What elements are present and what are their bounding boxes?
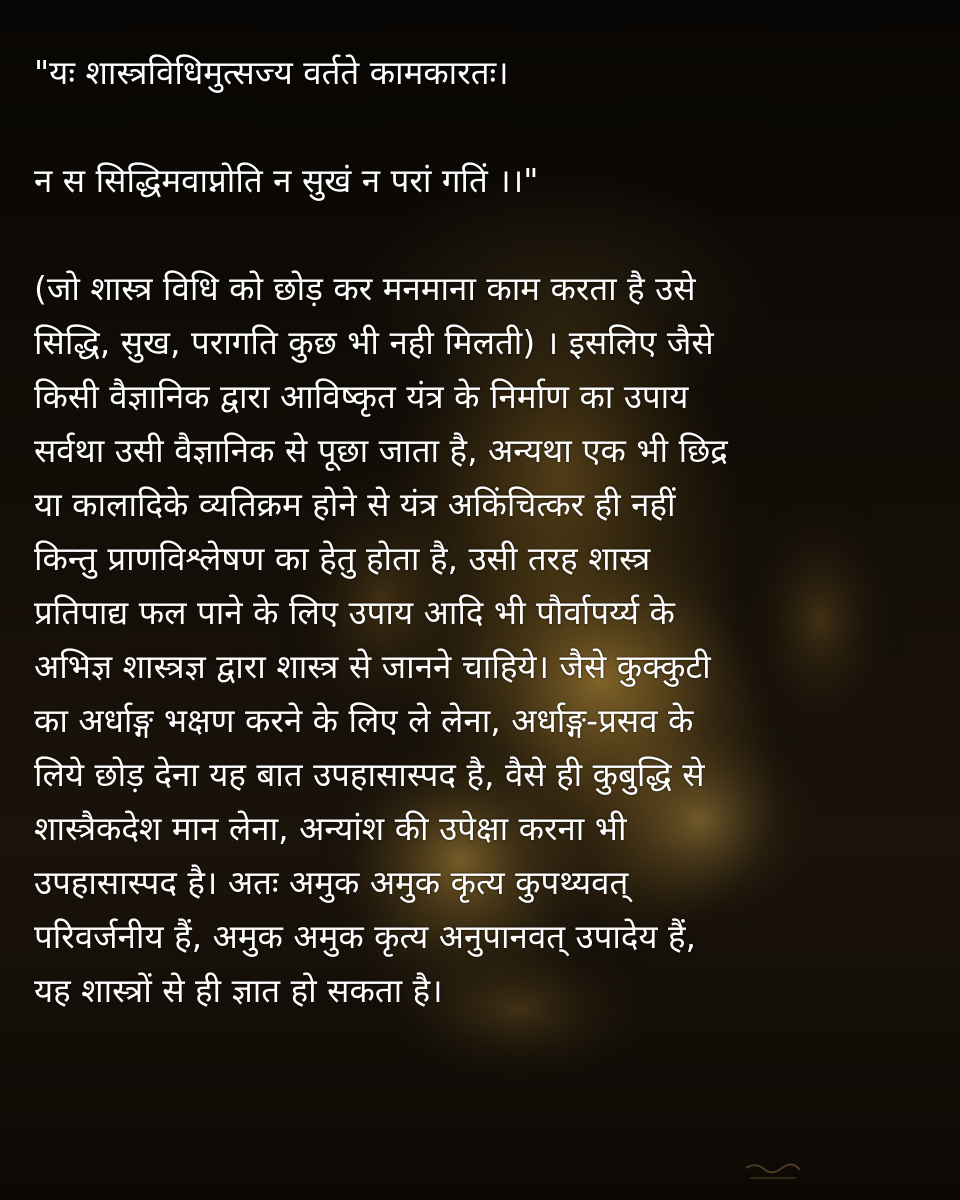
body-line: अभिज्ञ शास्त्रज्ञ द्वारा शास्त्र से जानने चाहिये। जैसे कुक्कुटी [34, 647, 711, 686]
body-line: सिद्धि, सुख, परागति कुछ भी नही मिलती) । इसलिए जैसे [34, 323, 714, 362]
body-line: परिवर्जनीय हैं, अमुक अमुक कृत्य अनुपानवत् उपादेय हैं, [34, 917, 697, 956]
verse-line-1: "यः शास्त्रविधिमुत्सज्य वर्तते कामकारतः। [34, 53, 509, 92]
body-line: यह शास्त्रों से ही ज्ञात हो सकता है। [34, 971, 443, 1010]
spacer [34, 208, 934, 262]
spacer [34, 100, 934, 154]
body-line: सर्वथा उसी वैज्ञानिक से पूछा जाता है, अन्यथा एक भी छिद्र [34, 431, 728, 470]
body-line: किन्तु प्राणविश्लेषण का हेतु होता है, उसी तरह शास्त्र [34, 539, 651, 578]
body-line: लिये छोड़ देना यह बात उपहासास्पद है, वैसे ही कुबुद्धि से [34, 755, 705, 794]
artist-signature-mark [742, 1160, 804, 1186]
body-line: (जो शास्त्र विधि को छोड़ कर मनमाना काम करता है उसे [34, 269, 696, 308]
body-line: उपहासास्पद है। अतः अमुक अमुक कृत्य कुपथ्यवत् [34, 863, 629, 902]
body-line: प्रतिपाद्य फल पाने के लिए उपाय आदि भी पौर्वापर्य्य के [34, 593, 675, 632]
body-line: किसी वैज्ञानिक द्वारा आविष्कृत यंत्र के निर्माण का उपाय [34, 377, 689, 416]
article-text [34, 46, 934, 1018]
body-line: या कालादिके व्यतिक्रम होने से यंत्र अकिंचित्कर ही नहीं [34, 485, 676, 524]
body-line: शास्त्रैकदेश मान लेना, अन्यांश की उपेक्षा करना भी [34, 809, 627, 848]
verse-line-2: न स सिद्धिमवाप्नोति न सुखं न परां गतिं ।।" [34, 161, 539, 200]
body-line: का अर्धाङ्ग भक्षण करने के लिए ले लेना, अर्धाङ्ग-प्रसव के [34, 701, 694, 740]
